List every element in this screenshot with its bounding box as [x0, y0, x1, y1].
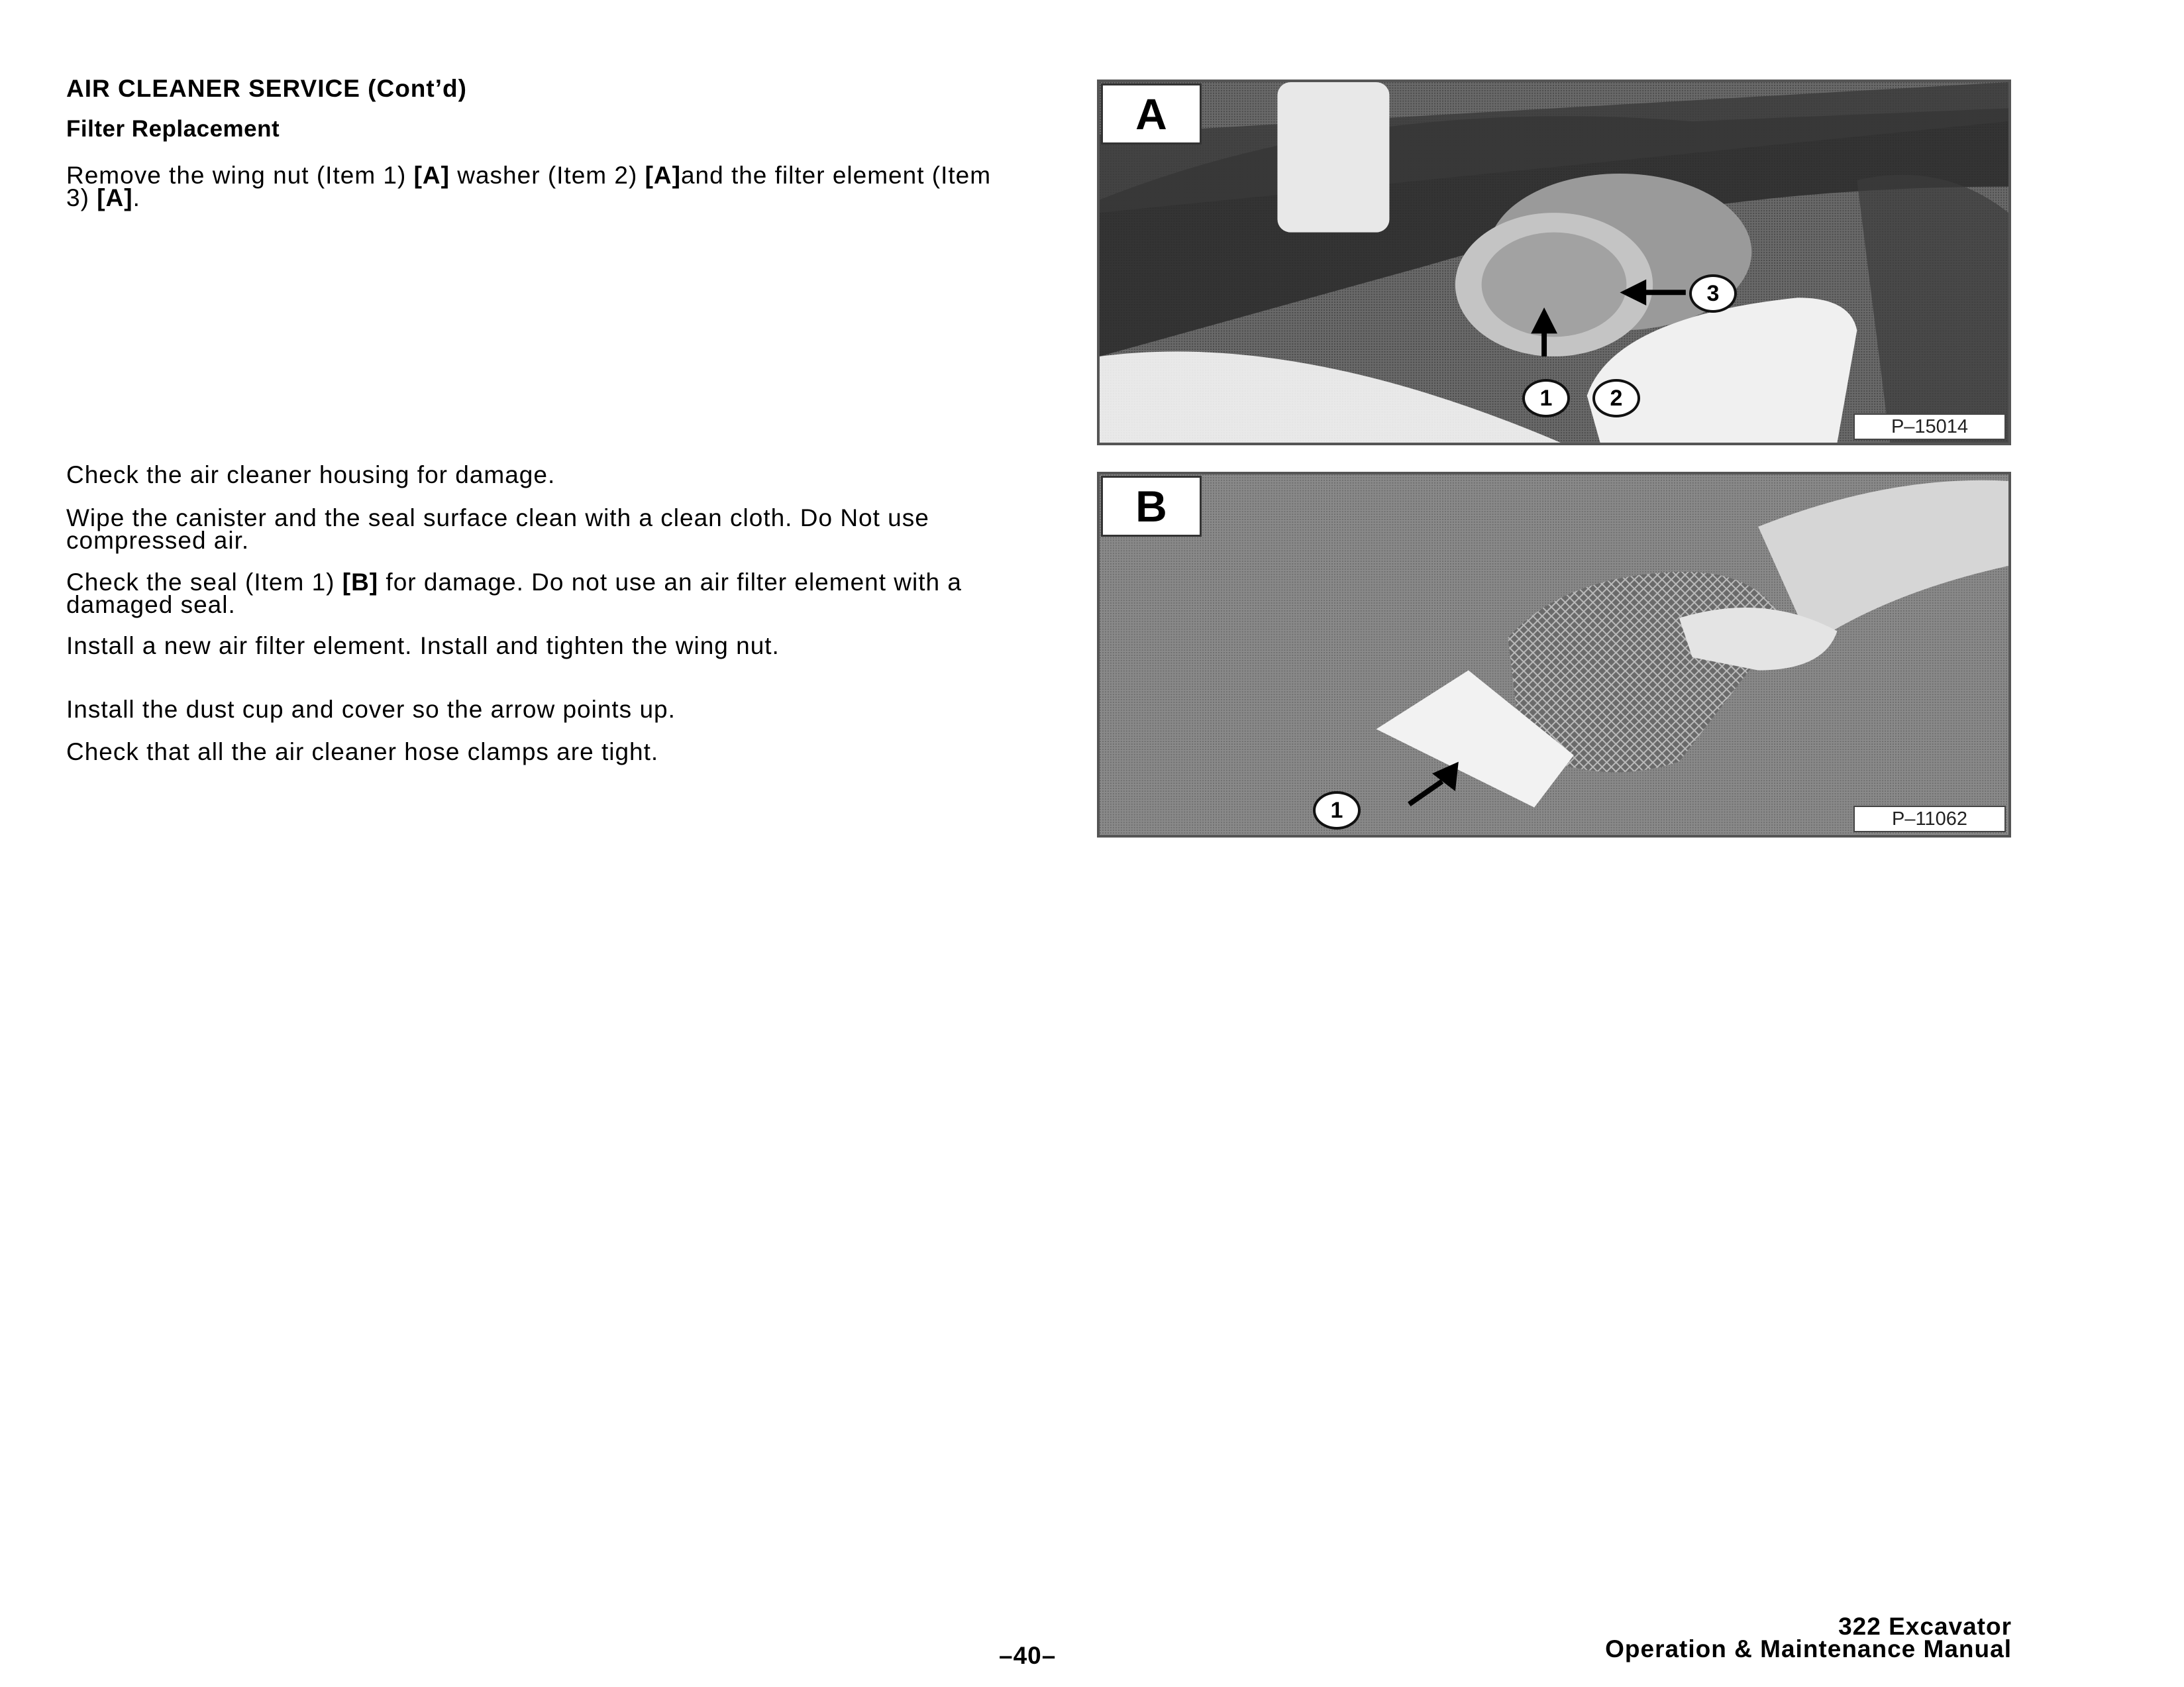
figure-ref: [B] — [342, 569, 379, 596]
text-run: Remove the wing nut (Item 1) — [66, 162, 414, 189]
paragraph-wipe-canister: Wipe the canister and the seal surface clean with a clean cloth. Do Not use compressed air. — [66, 504, 929, 554]
paragraph-install-filter: Install a new air filter element. Install and tighten the wing nut. — [66, 632, 780, 659]
figure-a-photo — [1097, 80, 2011, 445]
callout-1: 1 — [1313, 791, 1361, 830]
section-header — [66, 73, 994, 144]
section-subtitle: Filter Replacement — [66, 116, 280, 142]
figure-b-photo — [1097, 472, 2011, 838]
manual-title — [1605, 1615, 2012, 1660]
page-number: –40– — [999, 1642, 1057, 1669]
text-run: and the filter element (Item 3) — [66, 162, 992, 211]
text-run: for damage. Do not use an air filter element with a damaged seal. — [66, 569, 962, 618]
paragraph-remove-wing-nut — [66, 164, 994, 209]
photo-illustration — [1100, 474, 2008, 835]
figure-ref: [A] — [413, 162, 450, 189]
model-name: 322 Excavator — [1838, 1613, 2012, 1640]
callout-3: 3 — [1689, 274, 1737, 313]
figure-letter: B — [1101, 476, 1202, 537]
paragraph-check-clamps: Check that all the air cleaner hose clamps are tight. — [66, 738, 659, 765]
figure-ref: [A] — [645, 162, 681, 189]
paragraph-check-housing: Check the air cleaner housing for damage. — [66, 461, 556, 488]
callout-1: 1 — [1522, 379, 1570, 417]
text-run: washer (Item 2) — [449, 162, 645, 189]
text-run: . — [132, 184, 140, 211]
text-run: Check the seal (Item 1) — [66, 569, 342, 596]
section-title: AIR CLEANER SERVICE (Cont’d) — [66, 75, 467, 102]
figure-ref: [A] — [97, 184, 133, 211]
callout-2: 2 — [1592, 379, 1640, 417]
photo-code: P–11062 — [1853, 806, 2006, 832]
figure-letter: A — [1101, 83, 1202, 144]
photo-code: P–15014 — [1853, 413, 2006, 440]
paragraph-check-seal — [66, 571, 994, 616]
manual-name: Operation & Maintenance Manual — [1605, 1635, 2012, 1662]
paragraph-install-dust-cup: Install the dust cup and cover so the arrow points up. — [66, 696, 676, 723]
